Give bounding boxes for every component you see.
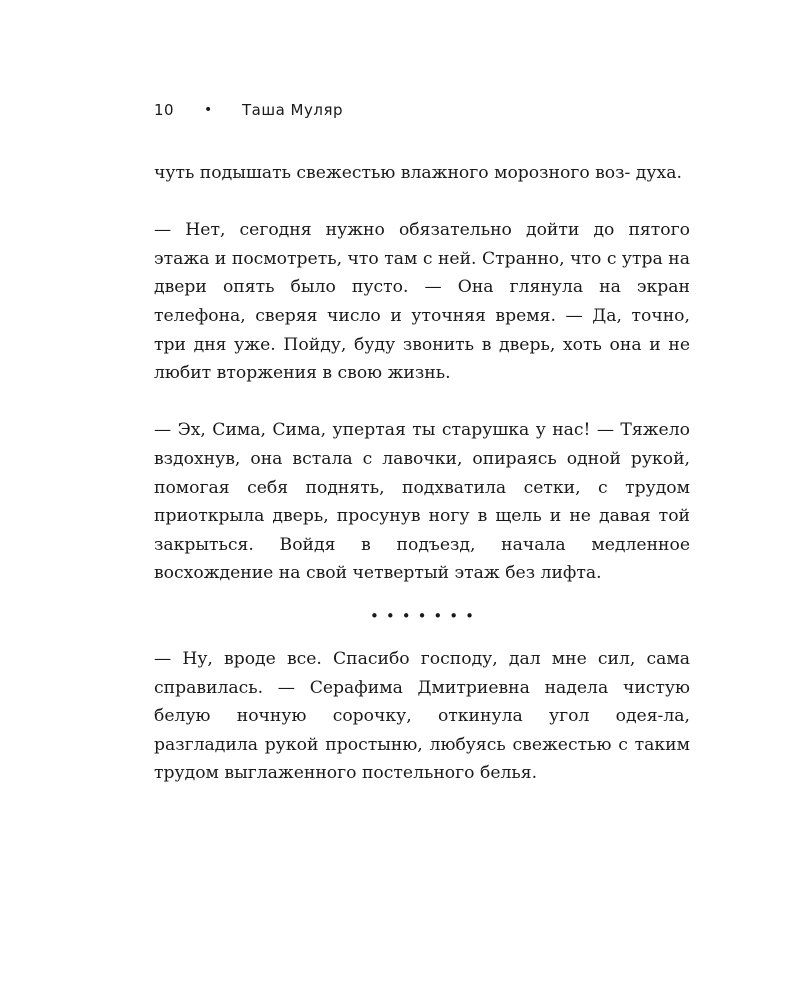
paragraph-gap — [154, 388, 690, 417]
paragraph-2: — Нет, сегодня нужно обязательно дойти до пятого этажа и посмотреть, что там с ней. Странно, что с утра на двери опять было пусто. — Она глянула на экран телефона, сверяя число и уточняя время. — Да, точно, три дня уже. Пойду, буду звонить в дверь, хоть она и не любит вторжения в свою жизнь. — [154, 220, 690, 384]
book-page — [154, 0, 690, 1000]
running-head — [154, 101, 343, 119]
paragraph-1: чуть подышать свежестью влажного морозного воз- духа. — [154, 163, 682, 183]
header-bullet: • — [204, 102, 213, 118]
section-separator: ••••••• — [370, 606, 481, 625]
author-name: Таша Муляр — [242, 101, 343, 119]
page-number: 10 — [154, 101, 175, 119]
paragraph-4: — Ну, вроде все. Спасибо господу, дал мне сил, сама справилась. — Серафима Дмитриевна надела чистую белую ночную сорочку, откинула угол одея-ла, разгладила рукой простыню, любуясь свежестью с таким трудом выглаженного постельного белья. — [154, 648, 690, 784]
paragraph-gap — [154, 188, 690, 217]
paragraph-3: — Эх, Сима, Сима, упертая ты старушка у нас! — Тяжело вздохнув, она встала с лавочки, опираясь одной рукой, помогая себя поднять, подхватила сетки, с трудом приоткрыла дверь, просунув ногу в щель и не давая той закрыться. Войдя в подъезд, начала медленное восхождение на свой четвертый этаж без лифта. — [154, 420, 690, 584]
body-text — [154, 159, 690, 788]
